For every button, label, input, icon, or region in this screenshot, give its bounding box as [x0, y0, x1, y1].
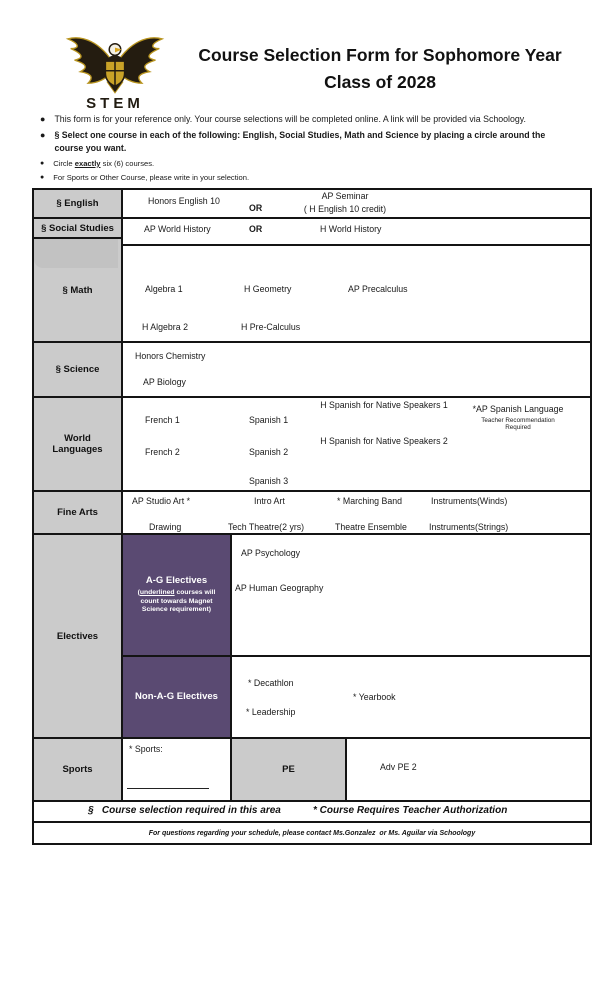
- course-theatre-ensemble: Theatre Ensemble: [335, 522, 407, 532]
- ag-note-pre: (: [137, 589, 140, 597]
- ag-note-post: courses will count towards Magnet Science requirement): [140, 589, 216, 614]
- course-ap-spanish-language: [450, 403, 586, 432]
- non-ag-electives-header-cell: [121, 655, 232, 739]
- sports-writein-label: * Sports:: [129, 744, 163, 754]
- bullet-icon: ●: [40, 114, 46, 124]
- footer-required-note: § Course selection required in this area: [88, 805, 281, 816]
- row-label-world-languages: [32, 396, 123, 492]
- bullet-icon: ●: [40, 160, 45, 167]
- instruction-text-4: For Sports or Other Course, please write in your selection.: [53, 173, 250, 182]
- ag-electives-header: [123, 535, 230, 655]
- course-table: [32, 188, 592, 845]
- instruction-text-2: § Select one course in each of the following: English, Social Studies, Math and Science by placing a circle around the course you want.: [54, 130, 546, 153]
- course-yearbook: * Yearbook: [353, 692, 396, 702]
- ag-note-emphasis: underlined: [139, 589, 175, 597]
- ap-spanish-title: *AP Spanish Language: [472, 404, 564, 414]
- pe-cell: PE: [230, 737, 347, 802]
- ap-seminar-line2: ( H English 10 credit): [303, 203, 387, 214]
- bullet-icon: ●: [40, 130, 46, 140]
- instruction-item-2: [40, 129, 580, 155]
- stem-eagle-emblem: [62, 32, 168, 94]
- row-label-english: § English: [32, 188, 123, 219]
- course-instruments-strings: Instruments(Strings): [429, 522, 509, 532]
- non-ag-electives-header: [123, 657, 230, 737]
- instruction-text-3: [53, 158, 154, 170]
- instruction-item-1: [40, 113, 580, 126]
- course-tech-theatre: Tech Theatre(2 yrs): [228, 522, 305, 532]
- english-or-label: OR: [249, 203, 263, 213]
- course-drawing: Drawing: [149, 522, 182, 532]
- ag-electives-title: A-G Electives: [145, 575, 208, 587]
- instruction-text-1: This form is for your reference only. Your course selections will be completed online. A link will be provided via Schoology.: [54, 114, 526, 124]
- course-h-world-history: H World History: [320, 224, 382, 234]
- logo-text: STEM: [86, 95, 144, 112]
- row-label-math: § Math: [32, 237, 123, 343]
- row-label-fine-arts: Fine Arts: [32, 490, 123, 535]
- course-adv-pe-2: Adv PE 2: [380, 762, 417, 772]
- bullet-icon: ●: [40, 174, 45, 181]
- label-column-notch: [34, 239, 118, 268]
- course-instruments-winds: Instruments(Winds): [431, 496, 508, 506]
- form-title-line1: Course Selection Form for Sophomore Year: [198, 45, 562, 65]
- instruction-item-4: [40, 172, 580, 184]
- course-ap-world-history: AP World History: [144, 224, 211, 234]
- footer-teacher-auth-note: * Course Requires Teacher Authorization: [313, 805, 508, 816]
- social-studies-or-label: OR: [249, 224, 263, 234]
- course-honors-chemistry: Honors Chemistry: [135, 351, 206, 361]
- school-logo: [62, 32, 168, 112]
- instruction-text-3-post: six (6) courses.: [100, 159, 155, 168]
- sports-writein-line: [127, 788, 209, 789]
- instruction-item-3: [40, 158, 580, 170]
- ag-electives-header-cell: [121, 533, 232, 657]
- course-honors-english-10: Honors English 10: [148, 196, 220, 206]
- instruction-text-3-emphasis: exactly: [74, 159, 101, 168]
- course-algebra-1: Algebra 1: [145, 284, 183, 294]
- course-h-spanish-native-1: H Spanish for Native Speakers 1: [320, 400, 448, 410]
- form-title: [168, 42, 592, 96]
- row-label-electives: Electives: [32, 533, 123, 739]
- course-h-geometry: H Geometry: [244, 284, 292, 294]
- ap-seminar-line1: AP Seminar: [321, 191, 369, 201]
- row-label-sports: Sports: [32, 737, 123, 802]
- course-ap-biology: AP Biology: [143, 377, 186, 387]
- ap-spanish-note: Teacher Recommendation Required: [481, 416, 555, 431]
- course-french-2: French 2: [145, 447, 180, 457]
- row-label-science: § Science: [32, 341, 123, 398]
- instruction-text-3-pre: Circle: [53, 159, 75, 168]
- row-label-social-studies: § Social Studies: [32, 217, 123, 239]
- course-spanish-2: Spanish 2: [249, 447, 289, 457]
- course-ap-precalculus: AP Precalculus: [348, 284, 408, 294]
- non-ag-electives-title: Non-A-G Electives: [135, 691, 218, 702]
- course-marching-band: * Marching Band: [337, 496, 403, 506]
- course-spanish-1: Spanish 1: [249, 415, 289, 425]
- course-intro-art: Intro Art: [254, 496, 285, 506]
- non-ag-electives-options-cell: [230, 655, 592, 739]
- course-leadership: * Leadership: [246, 707, 296, 717]
- course-ap-seminar: [275, 190, 415, 215]
- form-title-line2: Class of 2028: [324, 72, 436, 92]
- row-label-world-languages-text: World Languages: [52, 433, 103, 455]
- course-ap-human-geography: AP Human Geography: [235, 583, 324, 593]
- course-ap-psychology: AP Psychology: [241, 548, 301, 558]
- course-decathlon: * Decathlon: [248, 678, 294, 688]
- course-h-algebra-2: H Algebra 2: [142, 322, 188, 332]
- ag-electives-note: [129, 589, 225, 615]
- contact-note-row: For questions regarding your schedule, please contact Ms.Gonzalez or Ms. Aguilar via Schoology: [32, 821, 592, 845]
- course-h-spanish-native-2: H Spanish for Native Speakers 2: [320, 436, 448, 446]
- course-spanish-3: Spanish 3: [249, 476, 289, 486]
- instructions-list: [40, 113, 580, 184]
- course-french-1: French 1: [145, 415, 180, 425]
- science-options-cell: [121, 341, 592, 398]
- course-h-pre-calculus: H Pre-Calculus: [241, 322, 301, 332]
- course-ap-studio-art: AP Studio Art *: [132, 496, 191, 506]
